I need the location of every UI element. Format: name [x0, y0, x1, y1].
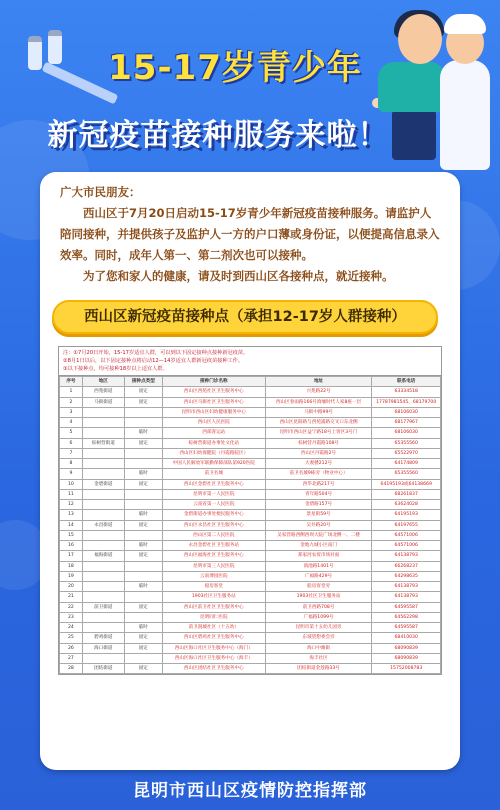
table-cell: 64195193或64138669: [372, 479, 441, 489]
table-cell: 64195193: [372, 510, 441, 520]
table-cell: 西山区碧鸡社区卫生服务中心: [162, 633, 265, 643]
table-cell: 金碧街道: [82, 479, 124, 489]
table-cell: 昆明市第十五幼儿园旁: [265, 623, 372, 633]
table-cell: 永昌街道: [82, 520, 124, 530]
doctor-illustration: [440, 60, 490, 170]
table-cell: 临时: [124, 469, 162, 479]
table-cell: 昆明市西山区妇幼健康服务中心: [162, 407, 265, 417]
table-row: [60, 541, 441, 551]
table-cell: 碧鸡街道: [82, 633, 124, 643]
table-cell: 固定: [124, 633, 162, 643]
table-cell: 固定: [124, 551, 162, 561]
table-cell: [82, 428, 124, 438]
table-cell: [124, 592, 162, 602]
table-cell: [82, 541, 124, 551]
table-notes: [59, 347, 441, 376]
table-cell: 西苑街道: [82, 387, 124, 397]
table-cell: 海口中滩街: [265, 643, 372, 653]
table-cell: 64298635: [372, 571, 441, 581]
table-cell: 4: [60, 418, 83, 428]
table-cell: [124, 418, 162, 428]
table-cell: 前卫名城: [162, 469, 265, 479]
table-cell: 福海街道: [82, 551, 124, 561]
table-cell: [82, 489, 124, 499]
table-cell: 13: [60, 510, 83, 520]
table-cell: 西山区马街社区卫生服务中心: [162, 397, 265, 407]
table-note: 注：①7月20日开始，15-17岁适宜人群，可以到以下固定接种点接种新冠疫苗。: [63, 350, 249, 356]
table-cell: 西山区永昌社区卫生服务中心: [162, 520, 265, 530]
table-cell: 金地九城小区南门: [265, 541, 372, 551]
table-cell: 64138793: [372, 582, 441, 592]
table-row: [60, 623, 441, 633]
table-cell: 马街街道: [82, 397, 124, 407]
table-cell: 16: [60, 541, 83, 551]
doctor-illustration: [444, 14, 486, 34]
table-cell: 22: [60, 602, 83, 612]
table-cell: 东坡望想委会旁: [265, 633, 372, 643]
table-row: [60, 561, 441, 571]
table-cell: 64571006: [372, 541, 441, 551]
table-cell: 21: [60, 592, 83, 602]
table-cell: 固定: [124, 397, 162, 407]
title-line-1: 15-17岁青少年: [108, 48, 362, 88]
table-row: [60, 592, 441, 602]
table-cell: 海丰社区: [265, 653, 372, 663]
table-cell: 65355560: [372, 469, 441, 479]
table-cell: 西山区福海社区卫生服务中心: [162, 551, 265, 561]
table-row: [60, 489, 441, 499]
table-cell: 固定: [124, 520, 162, 530]
table-cell: 68090839: [372, 643, 441, 653]
table-cell: 17787981545、68179700: [372, 397, 441, 407]
table-cell: 昆明市第三人民医院: [162, 561, 265, 571]
patient-illustration: [398, 14, 442, 64]
table-cell: 广福路429号: [265, 571, 372, 581]
table-cell: [82, 653, 124, 663]
table-cell: 15: [60, 530, 83, 540]
table-cell: 临时: [124, 582, 162, 592]
table-cell: [82, 448, 124, 458]
title-line-2: 新冠疫苗接种服务来啦！: [47, 118, 389, 153]
table-cell: [124, 530, 162, 540]
table-row: [60, 612, 441, 622]
table-cell: 17: [60, 551, 83, 561]
table-cell: 19: [60, 571, 83, 581]
section-title-banner: 西山区新冠疫苗接种点（承担12-17岁人群接种）: [52, 300, 438, 334]
table-cell: [82, 623, 124, 633]
table-body: [60, 387, 441, 674]
table-cell: 云南博园医院: [162, 571, 265, 581]
table-cell: 大观楼212号: [265, 459, 372, 469]
table-cell: 昆明同仁医院: [162, 612, 265, 622]
table-cell: 海口街道: [82, 643, 124, 653]
table-cell: 固定: [124, 602, 162, 612]
table-cell: 64197655: [372, 520, 441, 530]
table-cell: 64595587: [372, 602, 441, 612]
table-cell: 1903社区卫生服务站: [265, 592, 372, 602]
intro-greeting: 广大市民朋友：: [60, 185, 141, 199]
footer-organization: 昆明市西山区疫情防控指挥部: [133, 781, 367, 801]
table-cell: 63334518: [372, 387, 441, 397]
vaccination-sites-table: [58, 346, 442, 675]
table-cell: 临时: [124, 510, 162, 520]
table-row: [60, 551, 441, 561]
table-cell: 棕树营街道办事处文化站: [162, 438, 265, 448]
table-cell: 西山区第二人民医院: [162, 530, 265, 540]
table-cell: [124, 448, 162, 458]
table-row: [60, 582, 441, 592]
table-cell: 西山区西苑社区卫生服务中心: [162, 387, 265, 397]
table-row: [60, 469, 441, 479]
table-cell: 昆明市第一人民医院: [162, 489, 265, 499]
table-cell: 66268237: [372, 561, 441, 571]
table-cell: 68106030: [372, 407, 441, 417]
table-row: [60, 602, 441, 612]
table-cell: 兴苑路22号: [265, 387, 372, 397]
table-cell: [124, 561, 162, 571]
table-cell: 船房客堂: [162, 582, 265, 592]
table-cell: 固定: [124, 479, 162, 489]
table-cell: [124, 612, 162, 622]
table-cell: 25: [60, 633, 83, 643]
table-cell: 1903社区卫生服务站: [162, 592, 265, 602]
table-cell: [124, 459, 162, 469]
table-cell: 68177967: [372, 418, 441, 428]
table-cell: 中国人民解放军联勤保障部队第920医院: [162, 459, 265, 469]
table-row: [60, 530, 441, 540]
table-cell: 固定: [124, 438, 162, 448]
table-cell: 5: [60, 428, 83, 438]
table-cell: 12: [60, 500, 83, 510]
table-row: [60, 571, 441, 581]
table-cell: 65355560: [372, 438, 441, 448]
table-note: ②8月1日以后，以下固定接种点将启动12—14岁适宜人群新冠疫苗接种工作。: [63, 358, 244, 364]
table-cell: 景星街59号: [265, 510, 372, 520]
table-cell: 棕树营丹霞路108号: [265, 438, 372, 448]
intro-paragraph-2: 为了您和家人的健康，请及时到西山区各接种点，就近接种。: [83, 269, 394, 283]
table-header-row: [60, 377, 441, 387]
table-cell: 滇池路1401号: [265, 561, 372, 571]
table-cell: 11: [60, 489, 83, 499]
table-cell: [124, 653, 162, 663]
table-row: [60, 397, 441, 407]
table-cell: [124, 407, 162, 417]
table-cell: 前卫西路708号: [265, 602, 372, 612]
table-cell: 西山区海口社区卫生服务中心（海丰）: [162, 653, 265, 663]
table-cell: 3: [60, 407, 83, 417]
table-cell: 64138793: [372, 592, 441, 602]
table-cell: 23: [60, 612, 83, 622]
table-cell: 云南省第一人民医院: [162, 500, 265, 510]
table-cell: 前卫润城社区（十五幼）: [162, 623, 265, 633]
table-cell: 临时: [124, 623, 162, 633]
column-header: 联系电话: [372, 377, 441, 387]
table-cell: [82, 592, 124, 602]
table-cell: 前卫名城9栋旁（物业中心）: [265, 469, 372, 479]
table-row: [60, 653, 441, 663]
table-cell: [82, 510, 124, 520]
table-row: [60, 438, 441, 448]
table-cell: 临时: [124, 428, 162, 438]
table-row: [60, 407, 441, 417]
table-cell: 2: [60, 397, 83, 407]
table-cell: 28: [60, 664, 83, 674]
table-row: [60, 428, 441, 438]
table-cell: 固定: [124, 664, 162, 674]
table-cell: 8: [60, 459, 83, 469]
table-row: [60, 448, 441, 458]
table-row: [60, 418, 441, 428]
table-note: ③以下接种点，均可接种18岁以上适宜人群。: [63, 366, 168, 372]
table-cell: 9: [60, 469, 83, 479]
table-cell: 68261837: [372, 489, 441, 499]
table-cell: 14: [60, 520, 83, 530]
table-cell: 西山区金碧社区卫生服务中心: [162, 479, 265, 489]
table-cell: 西山区妇幼保健院（丹霞路院区）: [162, 448, 265, 458]
table-cell: 64174809: [372, 459, 441, 469]
table-cell: 64138793: [372, 551, 441, 561]
table-cell: 船房客堂旁: [265, 582, 372, 592]
table-cell: [82, 500, 124, 510]
table-cell: [124, 571, 162, 581]
table-row: [60, 664, 441, 674]
table-cell: 7: [60, 448, 83, 458]
table-cell: 西山区海口社区卫生服务中心（海门）: [162, 643, 265, 653]
table-cell: 西山区前卫社区卫生服务中心: [162, 602, 265, 612]
table-cell: 26: [60, 643, 83, 653]
table-cell: 马街中路99号: [265, 407, 372, 417]
table-cell: [82, 571, 124, 581]
table-cell: [82, 612, 124, 622]
table-cell: 西山区丹霞路2号: [265, 448, 372, 458]
table-cell: 64595587: [372, 623, 441, 633]
table-cell: 金碧路157号: [265, 500, 372, 510]
table-cell: 广福路1099号: [265, 612, 372, 622]
table-row: [60, 459, 441, 469]
table-cell: 15752008783: [372, 664, 441, 674]
table-cell: 西山区春雨路166号滇缅时代人家8座一层: [265, 397, 372, 407]
table-cell: 64571006: [372, 530, 441, 540]
table-cell: 团结街道: [82, 664, 124, 674]
table-cell: 1: [60, 387, 83, 397]
table-cell: 团结街道金莲路33号: [265, 664, 372, 674]
table-cell: 18: [60, 561, 83, 571]
table-cell: [124, 489, 162, 499]
table-cell: 西山区昆阳路与西苑浦路交叉口东北侧: [265, 418, 372, 428]
table-cell: 西部客运站: [162, 428, 265, 438]
table-cell: 68106030: [372, 428, 441, 438]
table-row: [60, 633, 441, 643]
table-cell: 64562298: [372, 612, 441, 622]
table-row: [60, 479, 441, 489]
vaccine-vial-icon: [28, 36, 42, 70]
table-cell: [82, 469, 124, 479]
table-cell: 郑家河农贸市场对面: [265, 551, 372, 561]
table-row: [60, 387, 441, 397]
table-row: [60, 500, 441, 510]
table-cell: 金碧街道办事处便民服务中心: [162, 510, 265, 520]
table-cell: [82, 407, 124, 417]
table-cell: 20: [60, 582, 83, 592]
table-row: [60, 520, 441, 530]
table-cell: 青年路504号: [265, 489, 372, 499]
table-cell: 棕树营街道: [82, 438, 124, 448]
column-header: 地区: [82, 377, 124, 387]
table-cell: 固定: [124, 387, 162, 397]
table-row: [60, 510, 441, 520]
column-header: 接种点类型: [124, 377, 162, 387]
table-cell: [124, 500, 162, 510]
intro-paragraph-1: 西山区于7月20日启动15-17岁青少年新冠疫苗接种服务。请监护人陪同接种，并提供孩子及监护人一方的户口薄或身份证，以便提高信息录入效率。同时，成年人第一、第二剂次也可以接种。: [60, 206, 440, 262]
patient-illustration: [392, 110, 436, 160]
table-cell: 吴家营路西侧西坝大院广场北侧一、二楼: [265, 530, 372, 540]
table-cell: 24: [60, 623, 83, 633]
table-cell: 永昌金碧社区卫生服务站: [162, 541, 265, 551]
table-cell: 68410030: [372, 633, 441, 643]
column-header: 地址: [265, 377, 372, 387]
table-cell: 6: [60, 438, 83, 448]
table-cell: 西华北路217号: [265, 479, 372, 489]
table-cell: 27: [60, 653, 83, 663]
table-cell: 63624028: [372, 500, 441, 510]
table-cell: 西山区人民医院: [162, 418, 265, 428]
table-cell: 68090839: [372, 653, 441, 663]
table-cell: 吴井路20号: [265, 520, 372, 530]
table-cell: 10: [60, 479, 83, 489]
table-row: [60, 643, 441, 653]
table-cell: [82, 530, 124, 540]
table-cell: 65522970: [372, 448, 441, 458]
table-cell: 固定: [124, 643, 162, 653]
table-cell: 临时: [124, 541, 162, 551]
table-cell: 昆明市西山区益宁路18号上客区3号门: [265, 428, 372, 438]
table-cell: [82, 418, 124, 428]
table-cell: [82, 561, 124, 571]
table-cell: 前卫街道: [82, 602, 124, 612]
intro-text: [60, 182, 440, 287]
column-header: 序号: [60, 377, 83, 387]
table-cell: [82, 582, 124, 592]
vaccine-vial-icon: [48, 30, 62, 64]
table-cell: 西山区团结社区卫生服务中心: [162, 664, 265, 674]
table-cell: [82, 459, 124, 469]
column-header: 接种门诊名称: [162, 377, 265, 387]
